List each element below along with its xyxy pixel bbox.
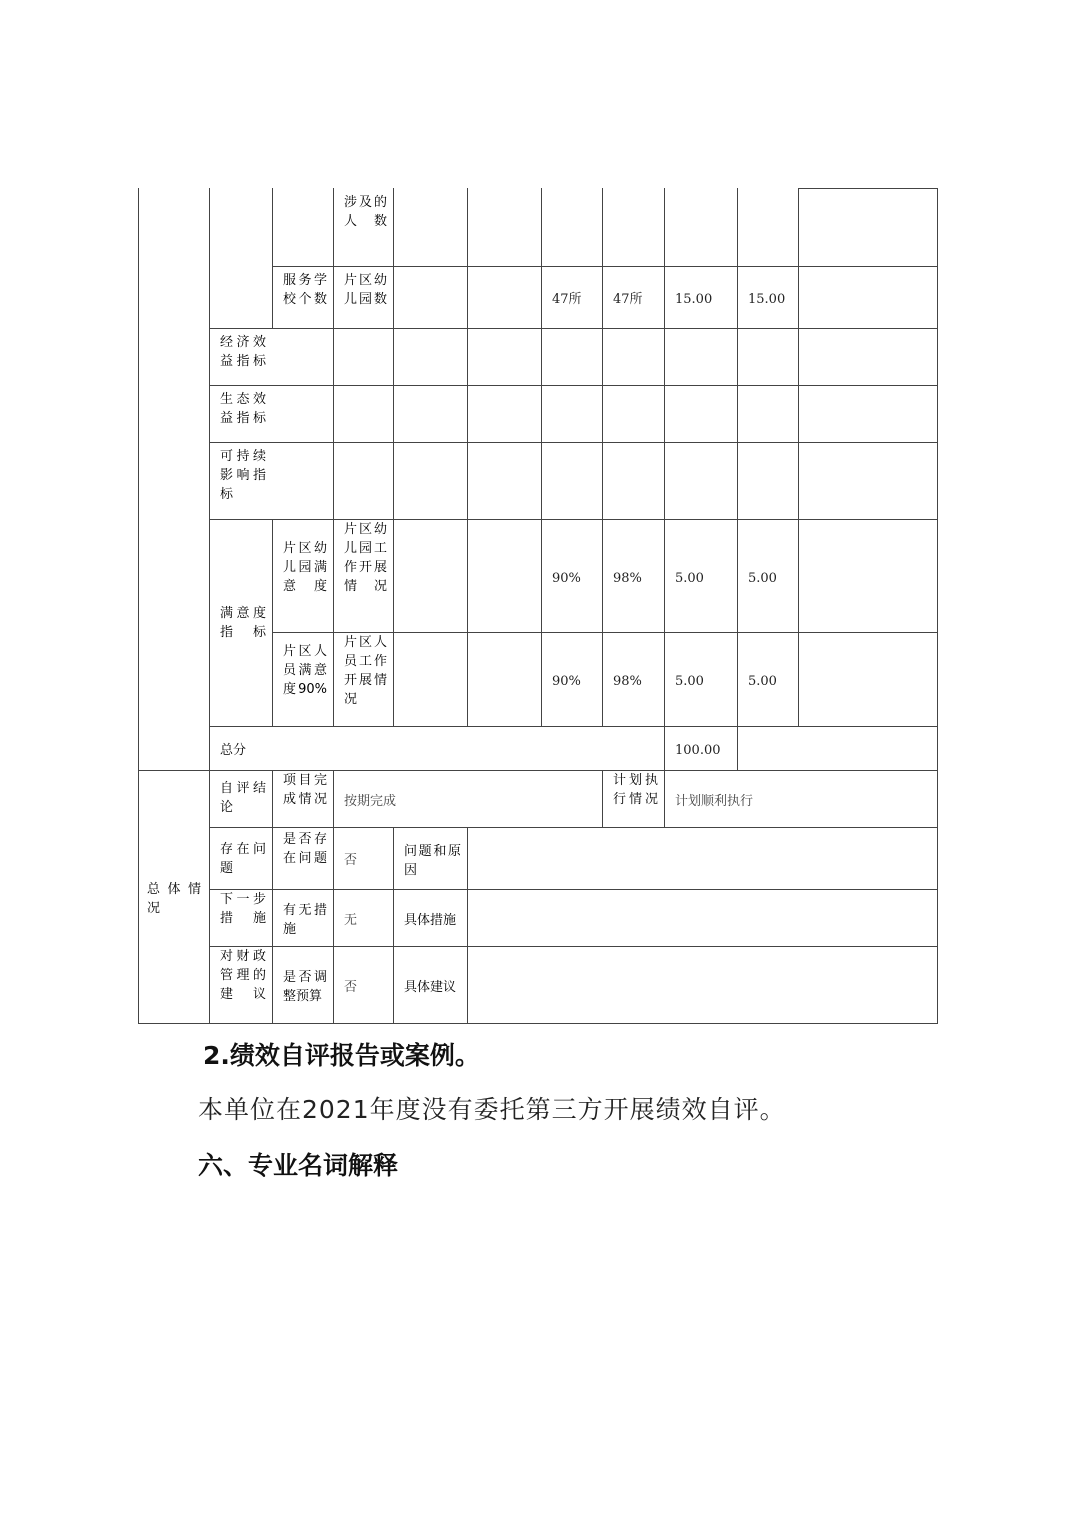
cell-sat2-target: 90% [552, 674, 581, 689]
cell-advice-q-label: 是否调整预算 [283, 970, 327, 1004]
cell-total-label: 总分 [220, 743, 247, 758]
cell-ecological-benefit: 生态效益指标 [220, 392, 266, 426]
cell-sat1-score: 5.00 [748, 570, 777, 586]
cell-sat2-weight: 5.00 [675, 674, 704, 689]
cell-sat2-score: 5.00 [748, 674, 777, 689]
cell-economic-benefit: 经济效益指标 [220, 335, 266, 369]
cell-sat1-label: 片区幼儿园满意度 [283, 541, 327, 594]
cell-schools-score: 15.00 [748, 292, 786, 307]
cell-problems-q-value: 否 [344, 853, 358, 868]
cell-sat2-indicator: 片区人员工作开展情况 [344, 635, 387, 707]
body-paragraph: 本单位在2021年度没有委托第三方开展绩效自评。 [198, 1095, 786, 1124]
cell-problems-label: 存在问题 [220, 841, 266, 876]
cell-schools-target: 47所 [552, 292, 582, 307]
cell-advice-q-value: 否 [344, 979, 358, 995]
cell-sat1-indicator: 片区幼儿园工作开展情况 [344, 522, 387, 594]
cell-problems-reason-label: 问题和原因 [404, 843, 461, 878]
cell-sat1-actual: 98% [613, 570, 642, 586]
cell-plan-label: 计划执行情况 [613, 773, 658, 807]
cell-next-q-value: 无 [344, 912, 358, 928]
cell-advice-detail-label: 具体建议 [404, 979, 457, 995]
cell-sustainable-impact: 可持续影响指标 [220, 449, 266, 502]
cell-problems-q-label: 是否存在问题 [283, 832, 327, 866]
subheading-self-evaluation-report: 2.绩效自评报告或案例。 [203, 1041, 480, 1070]
cell-advice-label: 对财政管理的建议 [220, 949, 266, 1002]
cell-next-q-label: 有无措施 [283, 903, 327, 937]
cell-next-label: 下一步措施 [220, 892, 266, 926]
cell-overall-label: 总体情况 [147, 882, 203, 916]
cell-involve-count: 涉及的人数 [344, 195, 387, 229]
section-heading-glossary: 六、专业名词解释 [198, 1151, 399, 1180]
cell-schools-actual: 47所 [613, 292, 643, 307]
cell-schools-label: 服务学校个数 [283, 273, 327, 307]
cell-satisfaction: 满意度指标 [220, 606, 266, 640]
cell-sat2-label: 片区人员满意度90% [283, 644, 327, 697]
cell-next-detail-label: 具体措施 [404, 912, 457, 928]
cell-conclusion-label: 自评结论 [220, 781, 266, 815]
cell-schools-weight: 15.00 [675, 292, 713, 307]
cell-sat1-weight: 5.00 [675, 570, 704, 586]
cell-completion-label: 项目完成情况 [283, 773, 327, 807]
cell-plan-value: 计划顺利执行 [675, 793, 754, 809]
cell-sat2-actual: 98% [613, 674, 642, 689]
cell-sat1-target: 90% [552, 570, 581, 586]
cell-completion-value: 按期完成 [344, 793, 397, 809]
cell-schools-indicator: 片区幼儿园数 [344, 273, 387, 307]
cell-total-value: 100.00 [675, 743, 721, 758]
